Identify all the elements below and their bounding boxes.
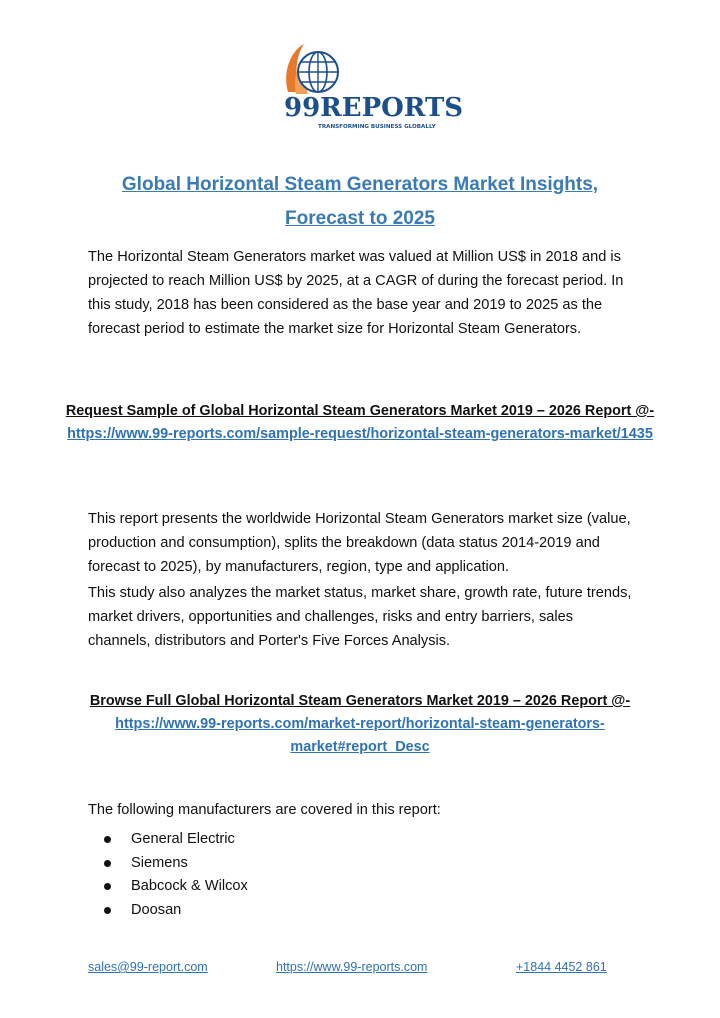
- manufacturers-intro: The following manufacturers are covered in this report:: [88, 802, 441, 818]
- footer-phone-link[interactable]: +1844 4452 861: [516, 960, 607, 974]
- sample-request-block: [60, 400, 660, 446]
- title-line-1: Global Horizontal Steam Generators Market Insights,: [121, 174, 599, 195]
- logo-tagline: TRANSFORMING BUSINESS GLOBALLY: [318, 124, 436, 130]
- browse-report-label: Browse Full Global Horizontal Steam Generators Market 2019 – 2026 Report @-: [89, 693, 631, 709]
- page-title: [60, 168, 660, 236]
- report-scope-paragraph: This report presents the worldwide Horizontal Steam Generators market size (value, production and consumption), splits the breakdown (data status 2014-2019 and forecast to 2025), by manufacturers, region, type and application.: [88, 511, 631, 575]
- manufacturers-list: [104, 828, 248, 922]
- title-line-2: Forecast to 2025: [285, 208, 435, 229]
- brand-logo: [282, 40, 464, 132]
- list-item: Babcock & Wilcox: [104, 875, 248, 899]
- sample-request-label: Request Sample of Global Horizontal Steam Generators Market 2019 – 2026 Report @-: [65, 403, 655, 419]
- logo-wordmark: 99REPORTS: [284, 93, 464, 123]
- footer-email-link[interactable]: sales@99-report.com: [88, 960, 208, 974]
- browse-report-link[interactable]: https://www.99-reports.com/market-report/horizontal-steam-generators-market#report_Desc: [115, 716, 605, 755]
- report-analysis-paragraph: This study also analyzes the market status, market share, growth rate, future trends, market drivers, opportunities and challenges, risks and entry barriers, sales channels, distributors and Porter's Five Forces Analysis.: [88, 585, 632, 649]
- list-item: Siemens: [104, 852, 248, 876]
- globe-logo-icon: [282, 40, 464, 132]
- intro-paragraph: The Horizontal Steam Generators market was valued at Million US$ in 2018 and is projected to reach Million US$ by 2025, at a CAGR of during the forecast period. In this study, 2018 has been considered as the base year and 2019 to 2025 as the forecast period to estimate the market size for Horizontal Steam Generators.: [88, 249, 624, 337]
- footer-website-link[interactable]: https://www.99-reports.com: [276, 960, 428, 974]
- list-item: Doosan: [104, 899, 248, 923]
- sample-request-link[interactable]: https://www.99-reports.com/sample-request/horizontal-steam-generators-market/1435: [67, 426, 653, 442]
- list-item: General Electric: [104, 828, 248, 852]
- browse-report-block: [60, 690, 660, 759]
